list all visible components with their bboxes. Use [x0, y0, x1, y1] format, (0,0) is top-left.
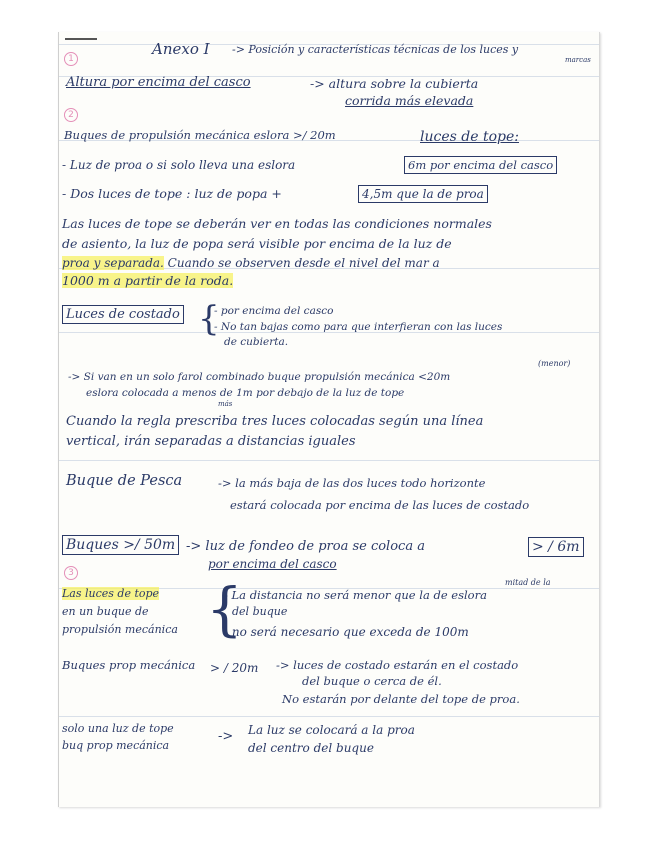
title-annex: Anexo I: [152, 40, 210, 58]
line-fondeo: -> luz de fondeo de proa se coloca a: [186, 539, 425, 554]
line-buques-propulsion: Buques de propulsión mecánica eslora >/ 20m: [64, 128, 336, 142]
note-menor: (menor): [538, 359, 571, 368]
line-pesca-1: -> la más baja de las dos luces todo horizonte: [218, 476, 486, 490]
line-tope-buque-1: Las luces de tope: [62, 587, 160, 600]
line-no-delante: No estarán por delante del tope de proa.: [282, 692, 520, 706]
line-solo-una-luz: solo una luz de tope: [62, 722, 174, 735]
line-pesca-2: estará colocada por encima de las luces de costado: [230, 498, 530, 512]
line-costado-1: - por encima del casco: [214, 305, 334, 317]
line-no-necesario: - no será necesario que exceda de 100m: [224, 625, 469, 639]
line-regla-2: vertical, irán separadas a distancias iguales: [66, 434, 356, 449]
line-luz-proa-centro: La luz se colocará a la proa: [248, 723, 415, 737]
line-altura-def2: corrida más elevada: [345, 93, 474, 108]
line-costado-estaran-2: del buque o cerca de él.: [302, 674, 442, 688]
title-marcas: marcas: [565, 56, 591, 64]
line-costado-3: de cubierta.: [224, 336, 289, 348]
note-mas: más: [218, 400, 233, 408]
para-line-1: Las luces de tope se deberán ver en todas las condiciones normales: [62, 216, 492, 231]
line-solo-una-luz-2: buq prop mecánica: [62, 739, 170, 752]
section-marker-1: 1: [64, 52, 78, 66]
para-line-4: 1000 m a partir de la roda.: [62, 273, 234, 288]
line-luz-proa: - Luz de proa o si solo lleva una eslora: [62, 158, 296, 172]
section-marker-2: 2: [64, 108, 78, 122]
brace-costado: {: [198, 299, 220, 339]
line-buques-prop: Buques prop mecánica: [62, 658, 196, 672]
line-20m: > / 20m: [210, 661, 259, 675]
line-luces-costado: Luces de costado: [62, 308, 184, 321]
line-luces-tope: luces de tope:: [420, 129, 519, 145]
line-eslora-colocada: eslora colocada a menos de 1m por debajo de la luz de tope: [86, 387, 405, 399]
brace-tope: {: [206, 575, 243, 643]
line-luz-proa-centro-2: del centro del buque: [248, 741, 374, 755]
line-distancia-2: del buque: [232, 605, 288, 618]
arrow-solo-una-luz: ->: [218, 729, 234, 744]
para-line-3: proa y separada. Cuando se observen desde el nivel del mar a: [62, 256, 440, 270]
line-farol-combinado: -> Si van en un solo farol combinado buque propulsión mecánica <20m: [68, 371, 451, 383]
line-distancia: - La distancia no será menor que la de eslora: [224, 588, 487, 602]
top-dash: [65, 38, 97, 40]
line-dos-luces: - Dos luces de tope : luz de popa +: [62, 186, 282, 201]
title-text: -> Posición y características técnicas de los luces y: [232, 43, 519, 56]
line-tope-buque-3: propulsión mecánica: [62, 623, 178, 636]
note-mitad: mitad de la: [505, 578, 551, 587]
line-fondeo-box: > / 6m: [528, 540, 584, 554]
line-costado-2: - No tan bajas como para que interfieran con las luces: [214, 321, 503, 333]
line-luz-proa-box: 6m por encima del casco: [404, 160, 557, 172]
line-regla-1: Cuando la regla prescriba tres luces colocadas según una línea: [66, 414, 484, 429]
line-tope-buque-2: en un buque de: [62, 605, 149, 618]
line-buque-pesca: Buque de Pesca: [66, 473, 183, 489]
line-buques-50m: Buques >/ 50m: [62, 538, 179, 552]
line-altura: Altura por encima del casco: [66, 75, 251, 90]
para-line-2: de asiento, la luz de popa será visible por encima de la luz de: [62, 236, 452, 251]
line-costado-estaran: -> luces de costado estarán en el costado: [276, 658, 519, 672]
line-altura-def: -> altura sobre la cubierta: [310, 76, 479, 91]
line-dos-luces-box: 4,5m que la de proa: [358, 188, 488, 200]
line-fondeo-2: por encima del casco: [208, 557, 337, 571]
section-marker-3: 3: [64, 566, 78, 580]
